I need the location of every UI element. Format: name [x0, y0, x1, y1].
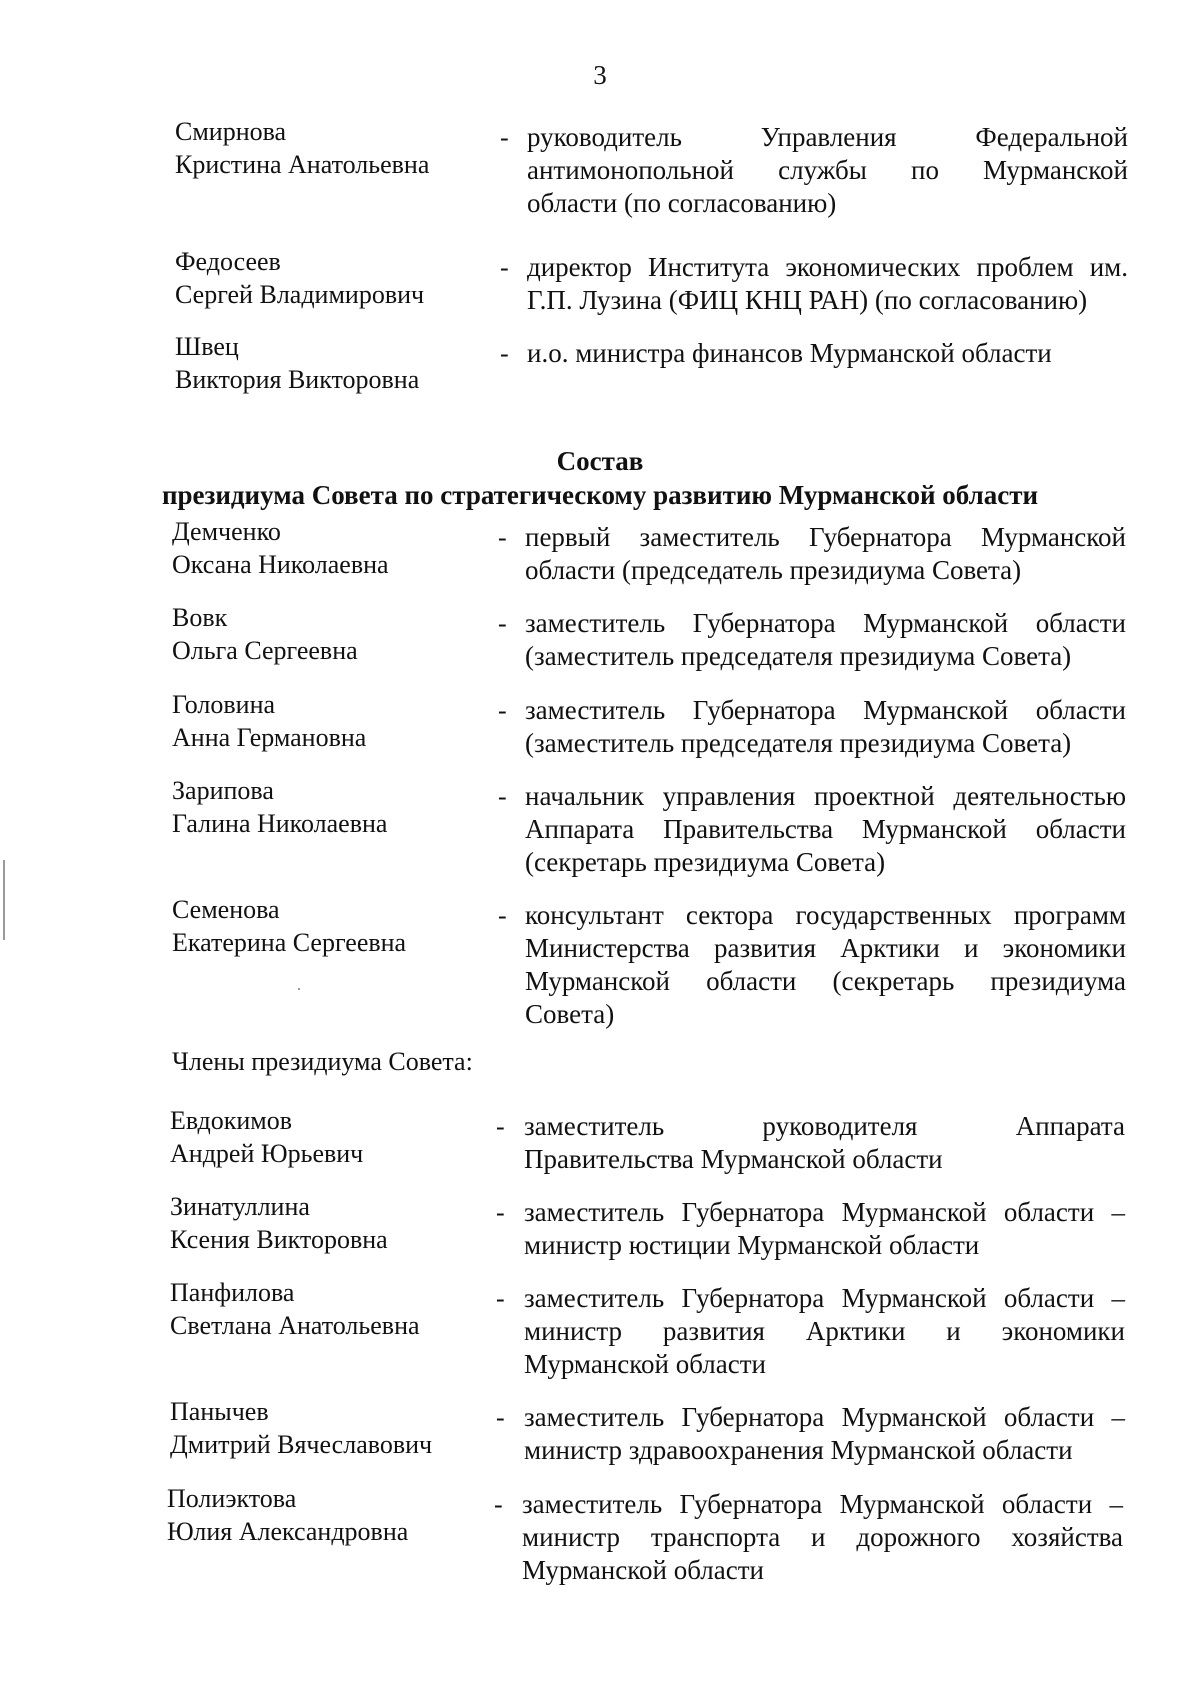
given-name: Ксения Викторовна — [170, 1225, 388, 1254]
surname: Зарипова — [172, 776, 274, 805]
given-name: Сергей Владимирович — [175, 280, 425, 309]
role-description — [524, 1401, 1125, 1467]
surname: Панфилова — [170, 1278, 295, 1307]
role-line: Мурманской области — [522, 1555, 764, 1585]
role-line: руководитель Управления Федеральной — [527, 122, 1128, 152]
dash-separator: - — [496, 1198, 505, 1227]
dash-separator: - — [496, 1403, 505, 1432]
dash-separator: - — [500, 339, 509, 368]
role-line: (секретарь президиума Совета) — [525, 847, 886, 877]
given-name: Виктория Викторовна — [175, 365, 420, 394]
role-line: первый заместитель Губернатора Мурманской — [525, 522, 1126, 552]
role-line: начальник управления проектной деятельностью — [525, 781, 1126, 811]
role-description — [527, 337, 1128, 370]
role-description — [524, 1282, 1125, 1381]
role-line: Мурманской области — [524, 1349, 766, 1379]
person-name — [172, 893, 406, 959]
given-name: Ольга Сергеевна — [172, 636, 358, 665]
section-heading-title: Состав — [556, 446, 644, 476]
dash-separator: - — [496, 1284, 505, 1313]
role-line: министр юстиции Мурманской области — [524, 1230, 980, 1260]
person-name — [170, 1276, 420, 1342]
role-line: министр транспорта и дорожного хозяйства — [522, 1522, 1123, 1552]
page-number: 3 — [593, 60, 607, 90]
role-line: консультант сектора государственных программ — [525, 900, 1126, 930]
person-name — [172, 774, 387, 840]
surname: Зинатуллина — [170, 1192, 310, 1221]
role-line: Мурманской области (секретарь президиума — [525, 966, 1126, 996]
role-line: антимонопольной службы по Мурманской — [527, 155, 1128, 185]
surname: Федосеев — [175, 247, 281, 276]
role-line: министр развития Арктики и экономики — [524, 1316, 1125, 1346]
role-description — [525, 899, 1126, 1031]
dash-separator: - — [496, 1112, 505, 1141]
role-line: Правительства Мурманской области — [524, 1144, 943, 1174]
role-line: заместитель Губернатора Мурманской области – — [524, 1283, 1125, 1313]
person-name — [170, 1104, 363, 1170]
given-name: Екатерина Сергеевна — [172, 928, 407, 957]
given-name: Дмитрий Вячеславович — [170, 1430, 433, 1459]
surname: Вовк — [172, 603, 228, 632]
role-line: (заместитель председателя президиума Совета) — [525, 641, 1072, 671]
members-label: Члены президиума Совета: — [172, 1047, 473, 1076]
surname: Швец — [175, 332, 239, 361]
dash-separator: - — [498, 523, 507, 552]
role-description — [525, 607, 1126, 673]
role-description — [524, 1110, 1125, 1176]
given-name: Юлия Александровна — [167, 1517, 409, 1546]
dash-separator: - — [498, 609, 507, 638]
role-description — [525, 521, 1126, 587]
role-line: Совета) — [525, 999, 615, 1029]
surname: Демченко — [172, 517, 281, 546]
role-description — [525, 780, 1126, 879]
person-name — [170, 1190, 388, 1256]
person-name — [172, 515, 389, 581]
role-line: (заместитель председателя президиума Совета) — [525, 728, 1072, 758]
person-name — [175, 245, 424, 311]
role-line: и.о. министра финансов Мурманской области — [527, 338, 1052, 368]
role-line: заместитель Губернатора Мурманской области — [525, 608, 1126, 638]
scan-artifact — [3, 860, 5, 940]
role-line: заместитель Губернатора Мурманской области – — [522, 1489, 1123, 1519]
surname: Головина — [172, 690, 276, 719]
given-name: Кристина Анатольевна — [175, 150, 430, 179]
role-description — [527, 251, 1128, 317]
role-line: заместитель Губернатора Мурманской области – — [524, 1402, 1125, 1432]
role-line: директор Института экономических проблем им. — [527, 252, 1128, 282]
dash-separator: - — [498, 782, 507, 811]
surname: Евдокимов — [170, 1106, 293, 1135]
role-line: области (председатель президиума Совета) — [525, 555, 1022, 585]
role-description — [522, 1488, 1123, 1587]
given-name: Оксана Николаевна — [172, 550, 389, 579]
scan-artifact — [298, 988, 300, 990]
role-line: Министерства развития Арктики и экономики — [525, 933, 1126, 963]
person-name — [175, 115, 429, 181]
person-name — [167, 1482, 408, 1548]
section-heading-subtitle: президиума Совета по стратегическому развитию Мурманской области — [161, 480, 1039, 510]
role-description — [524, 1196, 1125, 1262]
role-line: области (по согласованию) — [527, 188, 837, 218]
person-name — [172, 601, 358, 667]
surname: Смирнова — [175, 117, 287, 146]
role-line: заместитель Губернатора Мурманской области – — [524, 1197, 1125, 1227]
person-name — [172, 688, 366, 754]
person-name — [170, 1395, 432, 1461]
role-line: министр здравоохранения Мурманской области — [524, 1435, 1073, 1465]
surname: Панычев — [170, 1397, 269, 1426]
given-name: Галина Николаевна — [172, 809, 388, 838]
given-name: Анна Германовна — [172, 723, 367, 752]
dash-separator: - — [500, 253, 509, 282]
given-name: Светлана Анатольевна — [170, 1311, 420, 1340]
role-line: Аппарата Правительства Мурманской области — [525, 814, 1126, 844]
dash-separator: - — [498, 901, 507, 930]
role-line: Г.П. Лузина (ФИЦ КНЦ РАН) (по согласованию) — [527, 285, 1088, 315]
given-name: Андрей Юрьевич — [170, 1139, 364, 1168]
person-name — [175, 330, 419, 396]
role-description — [525, 694, 1126, 760]
dash-separator: - — [498, 696, 507, 725]
dash-separator: - — [494, 1490, 503, 1519]
surname: Семенова — [172, 895, 280, 924]
role-description — [527, 121, 1128, 220]
role-line: заместитель руководителя Аппарата — [524, 1111, 1125, 1141]
role-line: заместитель Губернатора Мурманской области — [525, 695, 1126, 725]
dash-separator: - — [500, 123, 509, 152]
surname: Полиэктова — [167, 1484, 297, 1513]
